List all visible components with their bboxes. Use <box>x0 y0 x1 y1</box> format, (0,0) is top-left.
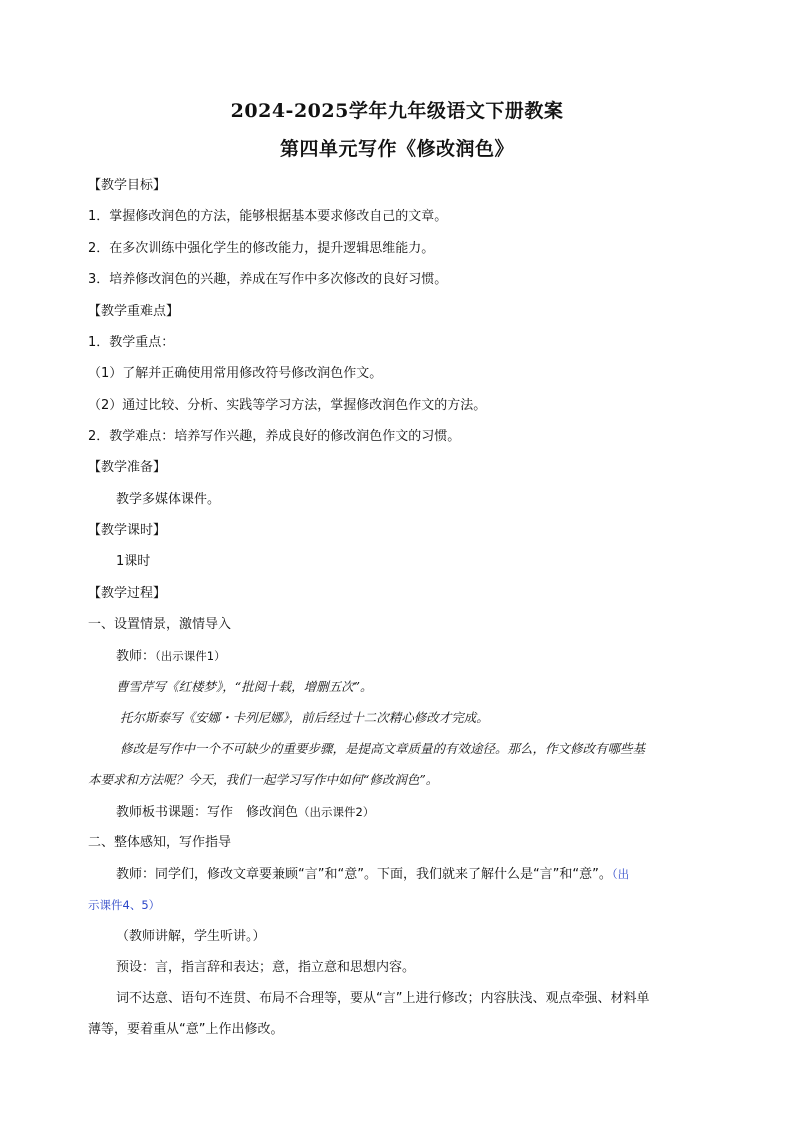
document-subtitle: 第四单元写作《修改润色》 <box>279 138 514 160</box>
paragraph-b: 薄等，要着重从“意”上作出修改。 <box>88 1022 284 1037</box>
teacher-line-2 <box>116 865 736 884</box>
goal-1: 1．掌握修改润色的方法，能够根据基本要求修改自己的文章。 <box>88 209 448 224</box>
teacher-line-1 <box>116 647 736 666</box>
goals-heading: 【教学目标】 <box>88 178 167 193</box>
prep-heading: 【教学准备】 <box>88 460 167 475</box>
document-title: 2024-2025学年九年级语文下册教案 <box>230 100 564 122</box>
slide-note-2: （出示课件2） <box>298 805 375 819</box>
section-2-heading: 二、整体感知，写作指导 <box>88 835 232 850</box>
hours-heading: 【教学课时】 <box>88 523 167 538</box>
goal-3: 3．培养修改润色的兴趣，养成在写作中多次修改的良好习惯。 <box>88 272 448 287</box>
board-label: 教师板书课题：写作 修改润色 <box>116 805 299 820</box>
key-heading: 【教学重难点】 <box>88 304 180 319</box>
slide-note-3a: （出 <box>611 867 630 881</box>
key-point-2: 2．教学难点：培养写作兴趣，养成良好的修改润色作文的习惯。 <box>88 429 461 444</box>
quote-2: 托尔斯泰写《安娜・卡列尼娜》，前后经过十二次精心修改才完成。 <box>120 710 489 725</box>
quote-3a: 修改是写作中一个不可缺少的重要步骤，是提高文章质量的有效途径。那么，作文修改有哪些基 <box>120 741 646 756</box>
key-point-1: 1．教学重点： <box>88 335 175 350</box>
prep-text: 教学多媒体课件。 <box>116 492 221 507</box>
teacher-paragraph-2a: 教师：同学们，修改文章要兼顾“言”和“意”。下面，我们就来了解什么是“言”和“意”。 <box>116 867 612 882</box>
key-point-1b: （2）通过比较、分析、实践等学习方法，掌握修改润色作文的方法。 <box>88 398 487 413</box>
quote-1: 曹雪芹写《红楼梦》，“批阅十载，增删五次”。 <box>116 679 373 694</box>
goal-2: 2．在多次训练中强化学生的修改能力，提升逻辑思维能力。 <box>88 241 435 256</box>
preset-line: 预设：言，指言辞和表达；意，指立意和思想内容。 <box>116 960 416 975</box>
section-1-heading: 一、设置情景，激情导入 <box>88 617 232 632</box>
explain-line: （教师讲解，学生听讲。） <box>116 929 266 944</box>
process-heading: 【教学过程】 <box>88 586 167 601</box>
teacher-label: 教师： <box>116 649 156 664</box>
board-line <box>116 803 736 822</box>
slide-note-1: （出示课件1） <box>155 649 226 663</box>
quote-3b: 本要求和方法呢？今天，我们一起学习写作中如何“修改润色”。 <box>88 772 439 787</box>
slide-note-3b: 示课件4、5） <box>88 898 161 912</box>
key-point-1a: （1）了解并正确使用常用修改符号修改润色作文。 <box>88 366 383 381</box>
hours-text: 1课时 <box>116 554 151 569</box>
paragraph-a: 词不达意、语句不连贯、布局不合理等，要从“言”上进行修改；内容肤浅、观点牵强、材料单 <box>116 991 650 1006</box>
